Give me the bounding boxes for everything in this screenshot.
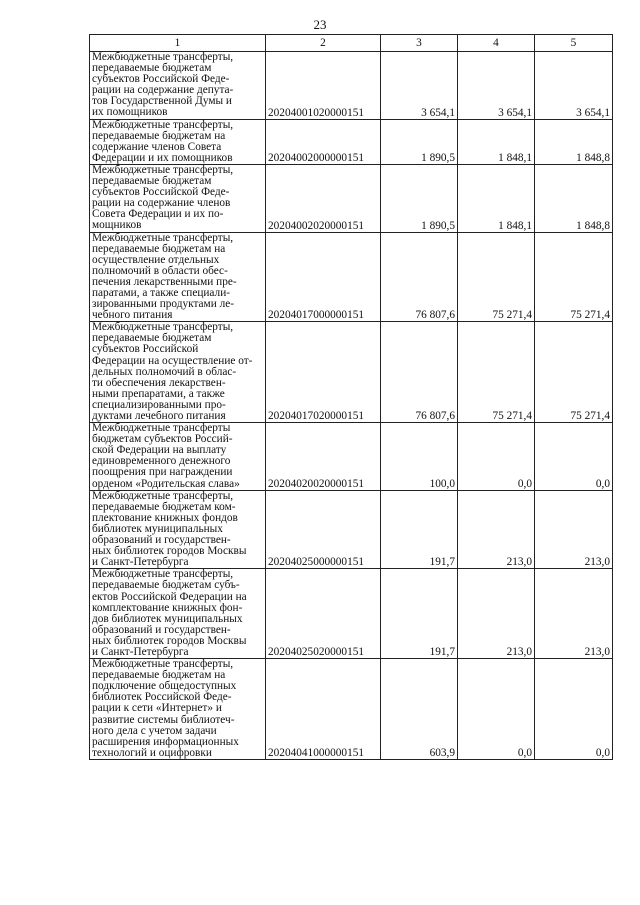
row-description bbox=[90, 490, 266, 569]
value-col-3: 191,7 bbox=[381, 569, 458, 659]
description-line: Межбюджетные трансферты, bbox=[92, 568, 234, 581]
description-line: поощрения при награждении bbox=[92, 466, 233, 479]
description-line: передаваемые бюджетам ком- bbox=[92, 500, 236, 513]
description-line: передаваемые бюджетам субъ- bbox=[92, 579, 240, 592]
row-description bbox=[90, 423, 266, 491]
table-row bbox=[90, 569, 613, 659]
description-line: ного дела с учетом задачи bbox=[92, 724, 217, 737]
description-line: библиотек Российской Феде- bbox=[92, 691, 232, 704]
description-line: образований и государствен- bbox=[92, 534, 231, 547]
description-line: дельных полномочий в облас- bbox=[92, 365, 237, 378]
budget-code: 20204025000000151 bbox=[266, 490, 381, 569]
value-col-4: 1 848,1 bbox=[458, 164, 535, 232]
description-line: и Санкт-Петербурга bbox=[92, 645, 189, 658]
description-line: Межбюджетные трансферты, bbox=[92, 51, 234, 63]
budget-code: 20204001020000151 bbox=[266, 52, 381, 120]
description-line: технологий и оцифровки bbox=[92, 746, 212, 759]
description-line: и Санкт-Петербурга bbox=[92, 556, 189, 569]
value-col-4: 213,0 bbox=[458, 569, 535, 659]
description-line: образований и государствен- bbox=[92, 623, 231, 636]
description-line: комплектование книжных фон- bbox=[92, 601, 243, 614]
description-line: орденом «Родительская слава» bbox=[92, 477, 240, 490]
budget-code: 20204002000000151 bbox=[266, 119, 381, 164]
header-col-2: 2 bbox=[266, 35, 381, 52]
page-number: 23 bbox=[313, 17, 327, 32]
row-description bbox=[90, 232, 266, 322]
description-line: единовременного денежного bbox=[92, 455, 231, 468]
table-row bbox=[90, 423, 613, 491]
description-line: ти обеспечения лекарствен- bbox=[92, 376, 226, 389]
value-col-4: 75 271,4 bbox=[458, 232, 535, 322]
description-line: их помощников bbox=[92, 106, 168, 119]
description-line: чебного питания bbox=[92, 309, 173, 322]
description-line: мощников bbox=[92, 219, 142, 232]
value-col-5: 213,0 bbox=[535, 490, 613, 569]
value-col-3: 603,9 bbox=[381, 659, 458, 760]
description-line: Межбюджетные трансферты, bbox=[92, 163, 234, 176]
value-col-5: 75 271,4 bbox=[535, 232, 613, 322]
description-line: ными препаратами, а также bbox=[92, 387, 225, 400]
description-line: Межбюджетные трансферты bbox=[92, 422, 231, 435]
table-row bbox=[90, 232, 613, 322]
description-line: плектование книжных фондов bbox=[92, 511, 238, 524]
budget-code: 20204020020000151 bbox=[266, 423, 381, 491]
description-line: передаваемые бюджетам на bbox=[92, 242, 226, 255]
description-line: ектов Российской Федерации на bbox=[92, 590, 247, 603]
row-description bbox=[90, 52, 266, 120]
description-line: Федерации и их помощников bbox=[92, 151, 233, 164]
table-row bbox=[90, 659, 613, 760]
description-line: развитие системы библиотеч- bbox=[92, 713, 235, 726]
value-col-3: 3 654,1 bbox=[381, 52, 458, 120]
table-row bbox=[90, 164, 613, 232]
value-col-5: 1 848,8 bbox=[535, 164, 613, 232]
description-line: передаваемые бюджетам bbox=[92, 62, 212, 75]
budget-code: 20204041000000151 bbox=[266, 659, 381, 760]
description-line: тов Государственной Думы и bbox=[92, 95, 232, 108]
description-line: дов библиотек муниципальных bbox=[92, 612, 243, 625]
value-col-3: 1 890,5 bbox=[381, 164, 458, 232]
description-line: паратами, а также специали- bbox=[92, 286, 230, 299]
table-row bbox=[90, 490, 613, 569]
description-line: Межбюджетные трансферты, bbox=[92, 489, 234, 502]
description-line: передаваемые бюджетам на bbox=[92, 669, 226, 682]
description-line: субъектов Российской Феде- bbox=[92, 73, 230, 86]
description-line: передаваемые бюджетам bbox=[92, 175, 212, 188]
description-line: специализированными про- bbox=[92, 398, 226, 411]
budget-code: 20204017000000151 bbox=[266, 232, 381, 322]
row-description bbox=[90, 659, 266, 760]
description-line: передаваемые бюджетам на bbox=[92, 129, 226, 142]
description-line: содержание членов Совета bbox=[92, 140, 222, 153]
description-line: библиотек муниципальных bbox=[92, 522, 223, 535]
value-col-5: 3 654,1 bbox=[535, 52, 613, 120]
description-line: Межбюджетные трансферты, bbox=[92, 231, 234, 244]
budget-code: 20204025020000151 bbox=[266, 569, 381, 659]
row-description bbox=[90, 569, 266, 659]
table-row bbox=[90, 52, 613, 120]
description-line: Межбюджетные трансферты, bbox=[92, 118, 234, 131]
header-col-1: 1 bbox=[90, 35, 266, 52]
description-line: печения лекарственными пре- bbox=[92, 275, 237, 288]
description-line: рации к сети «Интернет» и bbox=[92, 702, 222, 715]
table-row bbox=[90, 322, 613, 423]
value-col-5: 0,0 bbox=[535, 659, 613, 760]
description-line: субъектов Российской bbox=[92, 343, 199, 356]
value-col-3: 191,7 bbox=[381, 490, 458, 569]
budget-code: 20204017020000151 bbox=[266, 322, 381, 423]
description-line: осуществление отдельных bbox=[92, 253, 220, 266]
row-description bbox=[90, 322, 266, 423]
value-col-4: 3 654,1 bbox=[458, 52, 535, 120]
header-col-5: 5 bbox=[535, 35, 613, 52]
description-line: дуктами лечебного питания bbox=[92, 410, 226, 422]
description-line: субъектов Российской Феде- bbox=[92, 186, 230, 199]
description-line: бюджетам субъектов Россий- bbox=[92, 433, 233, 446]
description-line: ской Федерации на выплату bbox=[92, 444, 227, 457]
value-col-4: 0,0 bbox=[458, 659, 535, 760]
row-description bbox=[90, 164, 266, 232]
value-col-4: 1 848,1 bbox=[458, 119, 535, 164]
header-col-4: 4 bbox=[458, 35, 535, 52]
description-line: Межбюджетные трансферты, bbox=[92, 658, 234, 671]
budget-table bbox=[89, 34, 613, 760]
value-col-4: 75 271,4 bbox=[458, 322, 535, 423]
description-line: расширения информационных bbox=[92, 735, 239, 748]
value-col-3: 76 807,6 bbox=[381, 322, 458, 423]
header-row bbox=[90, 35, 613, 52]
description-line: ных библиотек городов Москвы bbox=[92, 545, 247, 558]
value-col-5: 0,0 bbox=[535, 423, 613, 491]
value-col-3: 1 890,5 bbox=[381, 119, 458, 164]
description-line: Федерации на осуществление от- bbox=[92, 354, 253, 367]
description-line: Межбюджетные трансферты, bbox=[92, 321, 234, 334]
description-line: Совета Федерации и их по- bbox=[92, 208, 224, 221]
value-col-3: 76 807,6 bbox=[381, 232, 458, 322]
row-description bbox=[90, 119, 266, 164]
value-col-3: 100,0 bbox=[381, 423, 458, 491]
value-col-5: 213,0 bbox=[535, 569, 613, 659]
description-line: ных библиотек городов Москвы bbox=[92, 634, 247, 647]
description-line: зированными продуктами ле- bbox=[92, 298, 234, 311]
description-line: передаваемые бюджетам bbox=[92, 332, 212, 345]
description-line: рации на содержание депута- bbox=[92, 84, 234, 97]
budget-code: 20204002020000151 bbox=[266, 164, 381, 232]
value-col-4: 0,0 bbox=[458, 423, 535, 491]
table-row bbox=[90, 119, 613, 164]
header-col-3: 3 bbox=[381, 35, 458, 52]
description-line: полномочий в области обес- bbox=[92, 264, 228, 277]
value-col-5: 1 848,8 bbox=[535, 119, 613, 164]
value-col-5: 75 271,4 bbox=[535, 322, 613, 423]
value-col-4: 213,0 bbox=[458, 490, 535, 569]
description-line: подключение общедоступных bbox=[92, 680, 237, 693]
description-line: рации на содержание членов bbox=[92, 197, 231, 210]
